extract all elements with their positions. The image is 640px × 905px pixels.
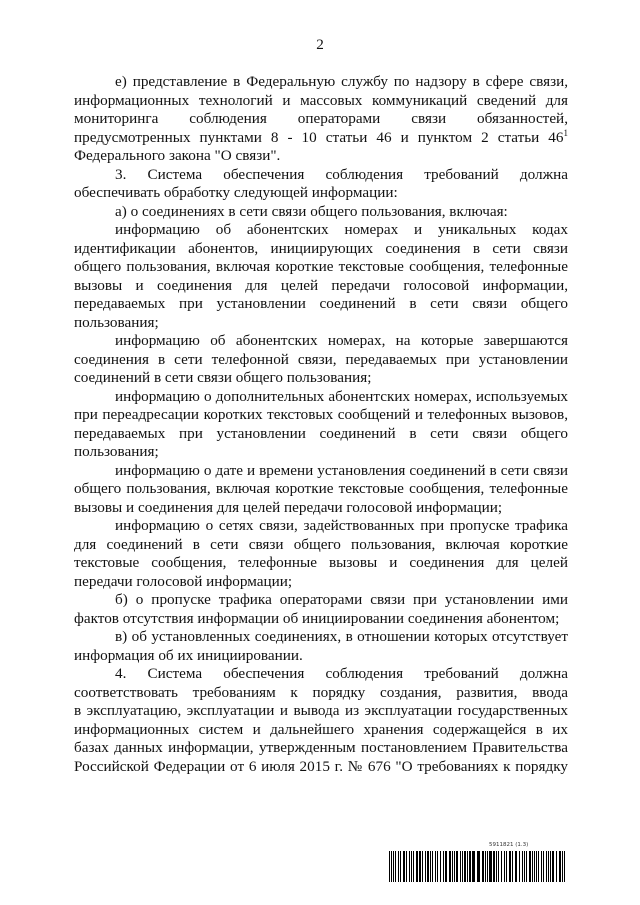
text-line: передаваемых при установлении соединений в сети связи общего bbox=[74, 295, 568, 312]
text-line: в) об установленных соединениях, в отношении которых отсутствует bbox=[115, 628, 568, 645]
text-line: в эксплуатацию, эксплуатации и вывода из эксплуатации государственных bbox=[74, 702, 568, 719]
text-line: базах данных информации, утвержденным постановлением Правительства bbox=[74, 739, 568, 756]
text-line: информационных систем и дальнейшего хранения содержащейся в их bbox=[74, 720, 568, 738]
text-line: передаваемых при установлении соединений в сети связи общего bbox=[74, 424, 568, 442]
text-line: 3. Система обеспечения соблюдения требований должна bbox=[115, 165, 568, 183]
text-line: общего пользования, включая короткие текстовые сообщения, телефонные bbox=[74, 480, 568, 497]
text-line: информацию об абонентских номерах и уникальных кодах bbox=[115, 221, 568, 238]
document-body bbox=[74, 73, 568, 776]
text-line-main: предусмотренных пунктами 8 - 10 статьи 46 и пунктом 2 статьи 46 bbox=[74, 128, 564, 146]
text-line: соединения в сети телефонной связи, передаваемых при установлении bbox=[74, 350, 568, 368]
text-line: вызовы и соединения для целей передачи голосовой информации; bbox=[74, 498, 503, 516]
text-line: при переадресации коротких текстовых сообщений и телефонных вызовов, bbox=[74, 406, 568, 423]
superscript: 1 bbox=[563, 127, 568, 138]
text-line: б) о пропуске трафика операторами связи при установлении ими bbox=[115, 591, 568, 608]
text-line: 4. Система обеспечения соблюдения требований должна bbox=[115, 665, 568, 682]
text-line: передачи голосовой информации; bbox=[74, 572, 293, 590]
text-line: информацию об абонентских номерах, на которые завершаются bbox=[115, 332, 568, 349]
text-line: соответствовать требованиям к порядку создания, развития, ввода bbox=[74, 683, 568, 701]
text-line: е) представление в Федеральную службу по надзору в сфере связи, bbox=[115, 73, 568, 90]
document-barcode bbox=[389, 842, 565, 884]
text-line: вызовы и соединения для целей передачи голосовой информации, bbox=[74, 276, 568, 294]
text-line: текстовые сообщения, телефонные вызовы и соединения для целей bbox=[74, 554, 568, 571]
text-line: Российской Федерации от 6 июля 2015 г. № 676 "О требованиях к порядку bbox=[74, 757, 568, 775]
text-line: информацию о сетях связи, задействованных при пропуске трафика bbox=[115, 517, 568, 534]
text-line: обеспечивать обработку следующей информации: bbox=[74, 184, 398, 201]
barcode-icon bbox=[389, 851, 565, 882]
text-line bbox=[74, 129, 568, 148]
text-line: информационных технологий и массовых коммуникаций сведений для bbox=[74, 91, 568, 109]
text-line: для соединений в сети связи общего пользования, включая короткие bbox=[74, 535, 568, 553]
text-line: информацию о дополнительных абонентских номерах, используемых bbox=[115, 387, 568, 405]
text-line: информация об их инициировании. bbox=[74, 646, 303, 664]
text-line: а) о соединениях в сети связи общего пользования, включая: bbox=[115, 202, 508, 220]
page-number: 2 bbox=[316, 36, 324, 53]
text-line: идентификации абонентов, инициирующих соединения в сети связи bbox=[74, 239, 568, 257]
text-line: общего пользования, включая короткие текстовые сообщения, телефонные bbox=[74, 258, 568, 275]
text-line: информацию о дате и времени установления соединений в сети связи bbox=[115, 461, 568, 479]
text-line: Федерального закона "О связи". bbox=[74, 147, 281, 164]
barcode-caption: 5911821 (1.3) bbox=[489, 842, 529, 848]
text-line: пользования; bbox=[74, 313, 159, 331]
text-line: соединений в сети связи общего пользования; bbox=[74, 369, 372, 386]
text-line: мониторинга соблюдения операторами связи обязанностей, bbox=[74, 110, 568, 127]
text-line: фактов отсутствия информации об инициировании соединения абонентом; bbox=[74, 609, 560, 627]
text-line: пользования; bbox=[74, 443, 159, 460]
